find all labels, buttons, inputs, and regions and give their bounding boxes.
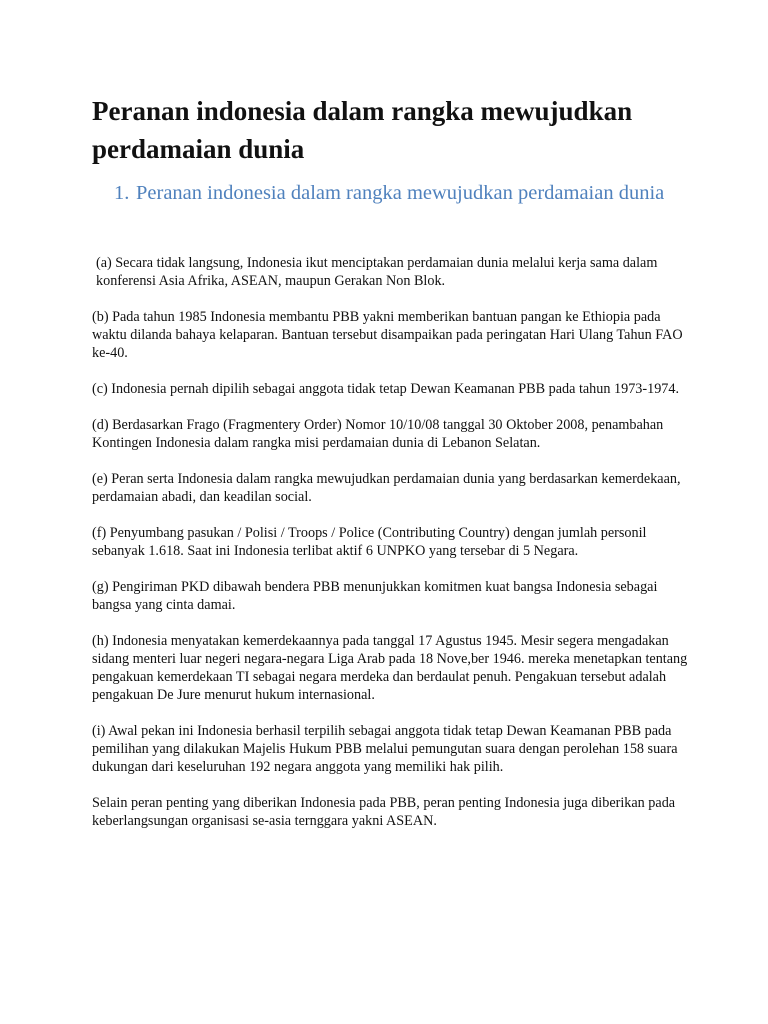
document-title: Peranan indonesia dalam rangka mewujudkan perdamaian dunia: [92, 96, 633, 164]
document-body: [92, 254, 692, 848]
paragraph-g: (g) Pengiriman PKD dibawah bendera PBB menunjukkan komitmen kuat bangsa Indonesia sebagai bangsa yang cinta damai.: [92, 579, 658, 613]
paragraph-i: (i) Awal pekan ini Indonesia berhasil terpilih sebagai anggota tidak tetap Dewan Keamanan PBB pada pemilihan yang dilakukan Majelis Hukum PBB melalui pemungutan suara dengan perolehan 158 suara dukungan dari keseluruhan 192 negara anggota yang memiliki hak pilih.: [92, 723, 678, 775]
section-heading-text: Peranan indonesia dalam rangka mewujudkan perdamaian dunia: [136, 182, 665, 204]
paragraph-e: (e) Peran serta Indonesia dalam rangka mewujudkan perdamaian dunia yang berdasarkan kemerdekaan, perdamaian abadi, dan keadilan social.: [92, 471, 681, 505]
paragraph-b: (b) Pada tahun 1985 Indonesia membantu PBB yakni memberikan bantuan pangan ke Ethiopia pada waktu dilanda bahaya kelaparan. Bantuan tersebut disampaikan pada peringatan Hari Ulang Tahun FAO ke-40.: [92, 309, 683, 361]
paragraph-a: (a) Secara tidak langsung, Indonesia ikut menciptakan perdamaian dunia melalui kerja sama dalam konferensi Asia Afrika, ASEAN, maupun Gerakan Non Blok.: [96, 255, 658, 289]
paragraph-d: (d) Berdasarkan Frago (Fragmentery Order) Nomor 10/10/08 tanggal 30 Oktober 2008, penambahan Kontingen Indonesia dalam rangka misi perdamaian dunia di Lebanon Selatan.: [92, 417, 664, 451]
paragraph-closing: Selain peran penting yang diberikan Indonesia pada PBB, peran penting Indonesia juga diberikan pada keberlangsungan organisasi se-asia ternggara yakni ASEAN.: [92, 795, 676, 829]
paragraph-f: (f) Penyumbang pasukan / Polisi / Troops / Police (Contributing Country) dengan jumlah personil sebanyak 1.618. Saat ini Indonesia terlibat aktif 6 UNPKO yang tersebar di 5 Negara.: [92, 525, 647, 559]
section-number: 1.: [114, 182, 130, 204]
paragraph-c: (c) Indonesia pernah dipilih sebagai anggota tidak tetap Dewan Keamanan PBB pada tahun 1973-1974.: [92, 381, 680, 397]
section-heading: [114, 179, 694, 207]
paragraph-h: (h) Indonesia menyatakan kemerdekaannya pada tanggal 17 Agustus 1945. Mesir segera mengadakan sidang menteri luar negeri negara-negara Liga Arab pada 18 Nove,ber 1946. mereka menetapkan tentang pengakuan kemerdekaan TI sebagai negara merdeka dan berdaulat penuh. Pengakuan tersebut adalah pengakuan De Jure menurut hukum internasional.: [92, 633, 688, 703]
